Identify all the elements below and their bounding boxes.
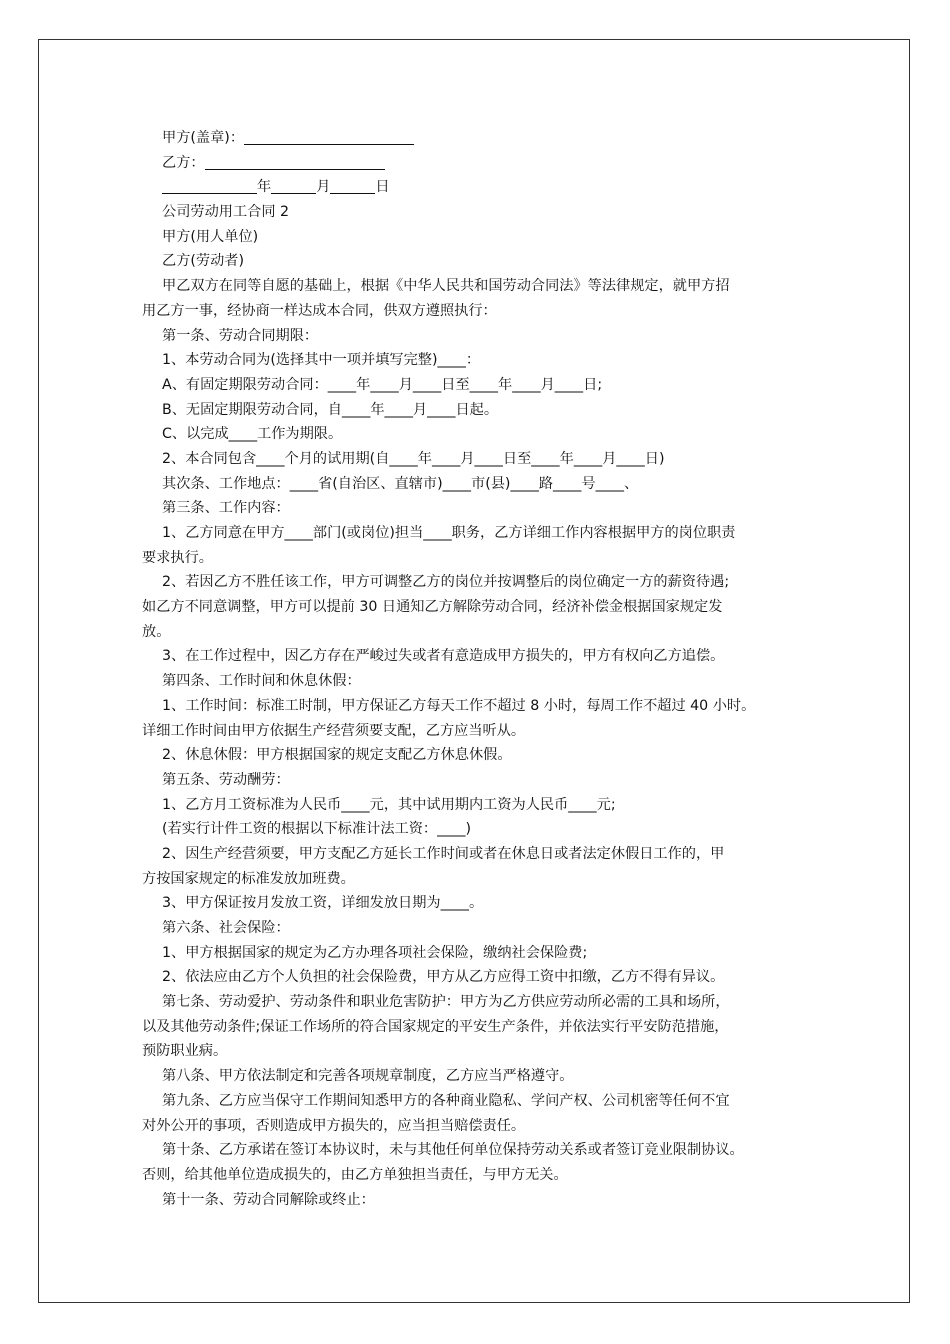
article-9-cont: 对外公开的事项，否则造成甲方损失的，应当担当赔偿责任。 (142, 1117, 526, 1134)
article-7-cont: 以及其他劳动条件;保证工作场所的符合国家规定的平安生产条件，并依法实行平安防范措施， (142, 1018, 729, 1035)
preamble-line: 用乙方一事，经协商一样达成本合同，供双方遵照执行： (142, 302, 497, 319)
party-a-seal-label: 甲方(盖章)： (162, 130, 245, 146)
party-b-sign-line (142, 151, 822, 176)
article-4-heading: 第四条、工作时间和休息休假： (162, 673, 361, 690)
contract-title: 公司劳动用工合同 2 (162, 204, 290, 221)
article-4-clause-1-cont: 详细工作时间由甲方依据生产经营须要支配，乙方应当听从。 (142, 722, 526, 739)
article-6-clause-2: 2、依法应由乙方个人负担的社会保险费，甲方从乙方应得工资中扣缴，乙方不得有异议。 (162, 969, 725, 986)
party-a-seal-line (142, 126, 822, 151)
article-10: 第十条、乙方承诺在签订本协议时，未与其他任何单位保持劳动关系或者签订竞业限制协议。 (162, 1142, 744, 1159)
article-6-heading: 第六条、社会保险： (162, 920, 290, 936)
article-7-cont: 预防职业病。 (142, 1043, 228, 1060)
article-3-clause-3: 3、在工作过程中，因乙方存在严峻过失或者有意造成甲方损失的，甲方有权向乙方追偿。 (162, 648, 725, 665)
article-1-clause-1: 1、本劳动合同为(选择其中一项并填写完整)____： (162, 352, 481, 369)
party-b-heading: 乙方(劳动者) (162, 253, 245, 270)
party-a-heading: 甲方(用人单位) (162, 228, 259, 245)
party-b-sign-label: 乙方： (162, 154, 205, 171)
article-1-clause-2: 2、本合同包含____个月的试用期(自____年____月____日至____年____月____日) (162, 450, 665, 467)
day-label: 日 (375, 179, 390, 196)
contract-body (142, 126, 822, 1212)
article-3-clause-1-cont: 要求执行。 (142, 549, 213, 566)
article-5-heading: 第五条、劳动酬劳： (162, 771, 290, 788)
article-6-clause-1: 1、甲方根据国家的规定为乙方办理各项社会保险，缴纳社会保险费; (162, 944, 588, 961)
article-3-clause-1: 1、乙方同意在甲方____部门(或岗位)担当____职务，乙方详细工作内容根据甲方的岗位职责 (162, 525, 736, 541)
article-3-clause-2-cont: 如乙方不同意调整，甲方可以提前 30 日通知乙方解除劳动合同，经济补偿金根据国家规定发 (142, 599, 723, 616)
day-blank (330, 178, 375, 194)
year-blank (162, 178, 257, 194)
month-blank (271, 178, 316, 194)
article-9: 第九条、乙方应当保守工作期间知悉甲方的各种商业隐私、学问产权、公司机密等任何不宜 (162, 1092, 730, 1109)
article-5-clause-2: 2、因生产经营须要，甲方支配乙方延长工作时间或者在休息日或者法定休假日工作的，甲 (162, 845, 725, 862)
article-5-clause-1: 1、乙方月工资标准为人民币____元，其中试用期内工资为人民币____元; (162, 796, 616, 813)
article-5-clause-3: 3、甲方保证按月发放工资，详细发放日期为____。 (162, 895, 484, 912)
year-label: 年 (257, 179, 272, 196)
article-3-heading: 第三条、工作内容： (162, 500, 290, 517)
article-7: 第七条、劳动爱护、劳动条件和职业危害防护：甲方为乙方供应劳动所必需的工具和场所， (162, 994, 730, 1011)
sign-date-line (142, 175, 822, 200)
article-3-clause-2-cont: 放。 (142, 623, 171, 640)
article-4-clause-1: 1、工作时间：标准工时制，甲方保证乙方每天工作不超过 8 小时，每周工作不超过 40 小时。 (162, 697, 756, 714)
article-8: 第八条、甲方依法制定和完善各项规章制度，乙方应当严格遵守。 (162, 1068, 574, 1085)
article-1-option-a: A、有固定期限劳动合同：____年____月____日至____年____月____日; (162, 376, 603, 393)
party-a-seal-blank (244, 129, 414, 145)
article-11-heading: 第十一条、劳动合同解除或终止： (162, 1191, 375, 1208)
article-5-clause-2-cont: 方按国家规定的标准发放加班费。 (142, 870, 355, 887)
article-5-note: (若实行计件工资的根据以下标准计法工资：____) (162, 821, 472, 838)
article-10-cont: 否则，给其他单位造成损失的，由乙方单独担当责任，与甲方无关。 (142, 1166, 568, 1183)
preamble-line: 甲乙双方在同等自愿的基础上，根据《中华人民共和国劳动合同法》等法律规定，就甲方招 (162, 278, 730, 295)
article-1-option-b: B、无固定期限劳动合同，自____年____月____日起。 (162, 401, 499, 418)
article-4-clause-2: 2、休息休假：甲方根据国家的规定支配乙方休息休假。 (162, 747, 512, 764)
party-b-sign-blank (205, 154, 385, 170)
article-1-heading: 第一条、劳动合同期限： (162, 327, 319, 344)
article-1-option-c: C、以完成____工作为期限。 (162, 426, 343, 443)
month-label: 月 (316, 179, 331, 196)
article-2-heading: 其次条、工作地点：____省(自治区、直辖市)____市(县)____路____号____、 (162, 475, 639, 492)
article-3-clause-2: 2、若因乙方不胜任该工作，甲方可调整乙方的岗位并按调整后的岗位确定一方的薪资待遇; (162, 574, 730, 591)
